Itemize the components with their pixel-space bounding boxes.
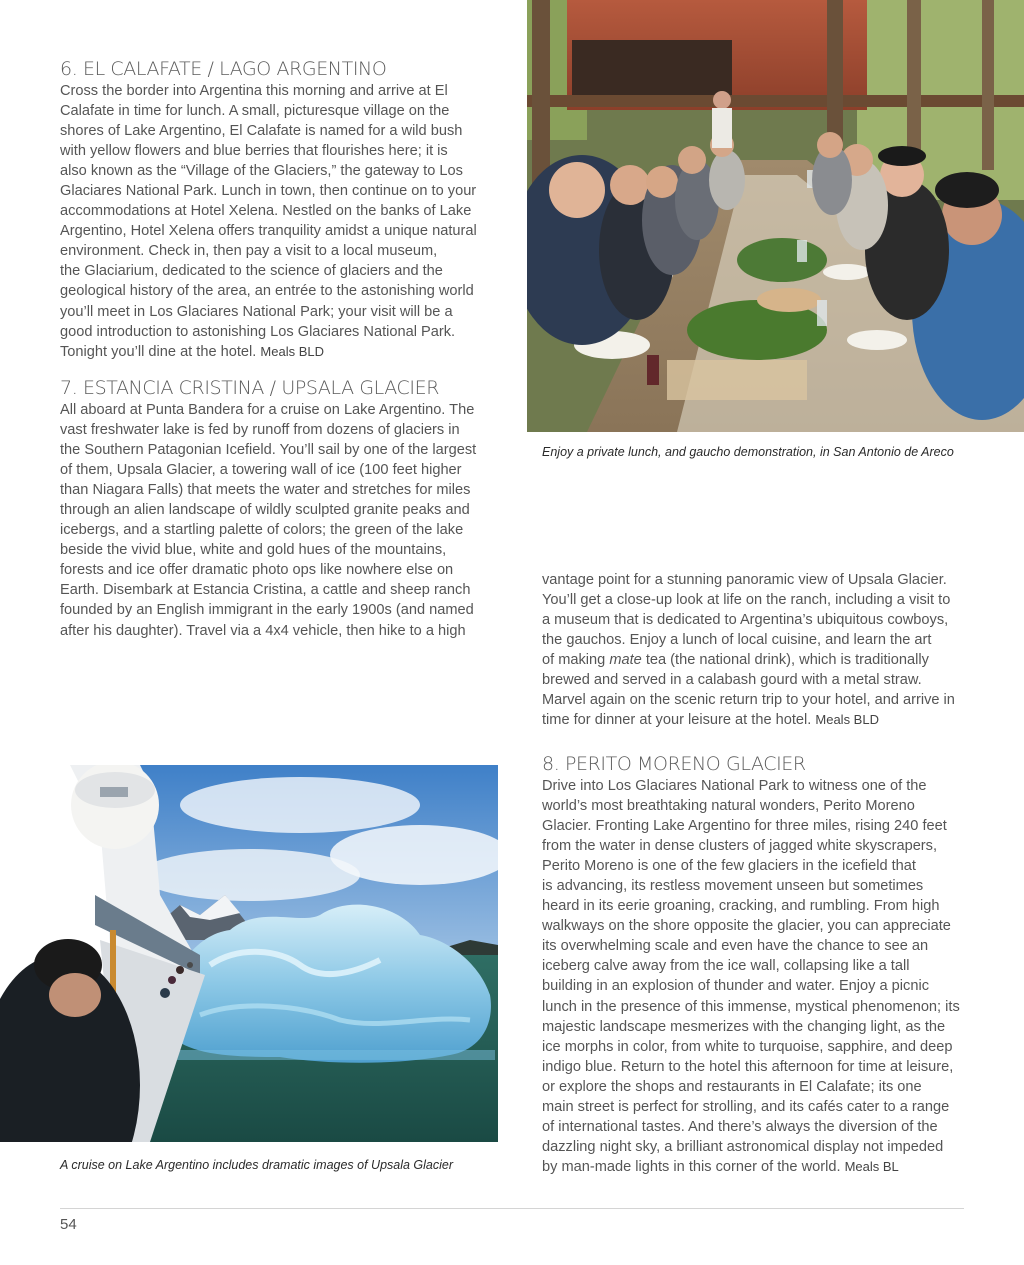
meals-label: Meals BLD [260,343,324,359]
body-line: walkways on the shore opposite the glacier, you can appreciate [542,918,951,935]
body-line: is advancing, its restless movement unseen but sometimes [542,878,924,895]
body-line: vantage point for a stunning panoramic view of Upsala Glacier. [542,572,947,588]
body-line-mate [542,650,955,670]
body-line: after his daughter). Travel via a 4x4 vehicle, then hike to a high [60,622,466,639]
body-line: Calafate in time for lunch. A small, picturesque village on the [60,103,450,120]
lunch-photo-caption: Enjoy a private lunch, and gaucho demonstration, in San Antonio de Areco [542,445,954,459]
body-line: forests and ice offer dramatic photo ops like nowhere else on [60,562,454,579]
section-7-title: 7. ESTANCIA CRISTINA / UPSALA GLACIER [60,377,440,399]
body-line: a museum that is dedicated to Argentina’s ubiquitous cowboys, [542,612,949,629]
body-line: Marvel again on the scenic return trip to your hotel, and arrive in [542,692,955,709]
body-line: Cross the border into Argentina this morning and arrive at El [60,83,448,99]
body-line: or explore the shops and restaurants in El Calafate; its one [542,1078,922,1095]
body-line: its overwhelming scale and even have the chance to see an [542,938,929,955]
body-line: building in an explosion of thunder and water. Enjoy a picnic [542,978,929,995]
body-line: accommodations at Hotel Xelena. Nestled on the banks of Lake [60,203,472,220]
body-line: the Glaciarium, dedicated to the science of glaciers and the [60,263,443,280]
body-line: vast freshwater lake is fed by runoff from dozens of glaciers in [60,422,460,439]
body-line: world’s most breathtaking natural wonders, Perito Moreno [542,798,915,815]
body-line: founded by an English immigrant in the early 1900s (and named [60,602,474,619]
body-line: you’ll meet in Los Glaciares National Park; your visit will be a [60,303,453,320]
body-text-fragment: Tonight you’ll dine at the hotel. [60,343,257,360]
body-line-last [542,1157,960,1177]
body-text-fragment: by man-made lights in this corner of the world. [542,1158,841,1175]
body-line-last [542,710,955,730]
cruise-photo [0,765,498,1142]
body-line: environment. Check in, then pay a visit to a local museum, [60,243,438,260]
lunch-photo-illustration [527,0,1024,432]
body-line: Glacier. Fronting Lake Argentino for three miles, rising 240 feet [542,818,947,835]
body-line: of them, Upsala Glacier, a towering wall of ice (100 feet higher [60,462,462,479]
body-text-fragment: of making [542,652,610,669]
body-line: than Niagara Falls) that meets the water and stretches for miles [60,482,471,499]
body-line-last [60,342,477,362]
body-line: heard in its eerie groaning, cracking, and rumbling. From high [542,898,940,915]
section-6-body [60,81,477,362]
body-line: iceberg calve away from the ice wall, collapsing like a tall [542,958,910,975]
lunch-photo [527,0,1024,432]
body-line: dazzling night sky, a brilliant astronomical display not impeded [542,1138,944,1155]
body-line: shores of Lake Argentino, El Calafate is named for a wild bush [60,123,463,140]
body-line: the Southern Patagonian Icefield. You’ll sail by one of the largest [60,442,477,459]
mate-italic: mate [609,652,642,669]
body-line: indigo blue. Return to the hotel this afternoon for time at leisure, [542,1058,954,1075]
section-6-title: 6. EL CALAFATE / LAGO ARGENTINO [60,58,387,80]
meals-label: Meals BL [844,1158,899,1174]
body-line: through an alien landscape of wildly sculpted granite peaks and [60,502,470,519]
body-text-fragment: tea (the national drink), which is traditionally [641,652,929,669]
body-line: Perito Moreno is one of the few glaciers in the icefield that [542,858,916,875]
body-line: geological history of the area, an entrée to the astonishing world [60,283,474,300]
body-line: icebergs, and a startling palette of colors; the green of the lake [60,522,464,539]
body-line: from the water in dense clusters of jagged white skyscrapers, [542,838,938,855]
cruise-photo-caption: A cruise on Lake Argentino includes dramatic images of Upsala Glacier [60,1158,454,1172]
body-line: brewed and served in a calabash gourd with a metal straw. [542,672,922,689]
body-line: with yellow flowers and blue berries that flourishes here; it is [60,143,448,160]
body-line: Earth. Disembark at Estancia Cristina, a cattle and sheep ranch [60,582,471,599]
body-line: lunch in the presence of this immense, mystical phenomenon; its [542,998,960,1015]
meals-label: Meals BLD [815,712,879,728]
body-line: Argentino, Hotel Xelena offers tranquility amidst a unique natural [60,223,477,240]
section-7-body-continued [542,570,955,730]
body-line: good introduction to astonishing Los Glaciares National Park. [60,323,456,340]
section-8-body [542,776,960,1177]
footer-divider [60,1208,964,1209]
section-7-body [60,400,476,641]
body-line: You’ll get a close-up look at life on the ranch, including a visit to [542,592,951,609]
body-line: All aboard at Punta Bandera for a cruise on Lake Argentino. The [60,402,475,418]
body-line: beside the vivid blue, white and gold hues of the mountains, [60,542,447,559]
cruise-photo-illustration [0,765,498,1142]
page-number: 54 [60,1216,77,1233]
body-line: also known as the “Village of the Glaciers,” the gateway to Los [60,163,463,180]
body-line: Drive into Los Glaciares National Park to witness one of the [542,778,927,794]
body-line: main street is perfect for strolling, and its cafés cater to a range [542,1098,950,1115]
body-line: the gauchos. Enjoy a lunch of local cuisine, and learn the art [542,632,932,649]
section-8-title: 8. PERITO MORENO GLACIER [542,753,806,775]
body-line: Glaciares National Park. Lunch in town, then continue on to your [60,183,477,200]
body-line: of international tastes. And there’s always the diversion of the [542,1118,938,1135]
body-line: majestic landscape mesmerizes with the changing light, as the [542,1018,946,1035]
body-line: ice morphs in color, from white to turquoise, sapphire, and deep [542,1038,953,1055]
body-text-fragment: time for dinner at your leisure at the hotel. [542,712,812,729]
